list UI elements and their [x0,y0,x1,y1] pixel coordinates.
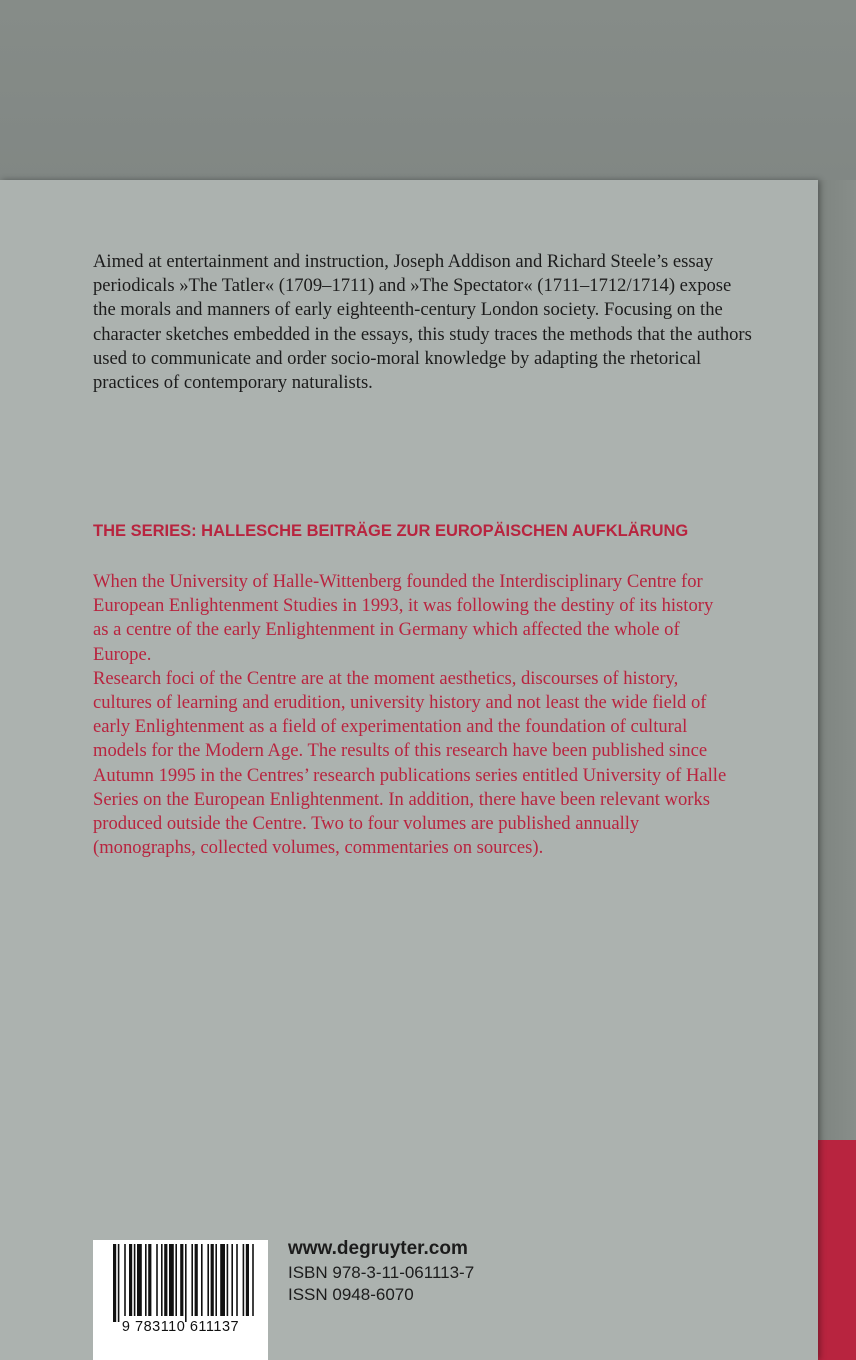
barcode-bar [145,1244,147,1316]
series-description [93,570,733,860]
barcode-bar [191,1244,193,1316]
barcode-bar [180,1244,183,1316]
barcode-bar [137,1244,142,1316]
series-paragraph-1: When the University of Halle-Wittenberg founded the Interdisciplinary Centre for European Enlightenment Studies in 1993, it was following the destiny of its history as a centre of the early Enlightenment in Germany which affected the whole of Europe. [93,571,714,665]
barcode-bar [236,1244,238,1316]
book-blurb: Aimed at entertainment and instruction, Joseph Addison and Richard Steele’s essay periodicals »The Tatler« (1709–1711) and »The Spectator« (1711–1712/1714) expose the morals and manners of early eighteenth-century London society. Focusing on the character sketches embedded in the essays, this study traces the methods that the authors used to communicate and order socio-moral knowledge by adapting the rhetorical practices of contemporary naturalists. [93,251,752,394]
barcode-bars [93,1240,268,1322]
series-heading: THE SERIES: HALLESCHE BEITRÄGE ZUR EUROPÄISCHEN AUFKLÄRUNG [93,522,689,540]
barcode-bar [124,1244,126,1316]
barcode-bar [246,1244,249,1316]
barcode-bar [211,1244,214,1316]
barcode-bar [227,1244,229,1316]
issn-number: ISSN 0948-6070 [288,1285,414,1304]
barcode-bar [129,1244,132,1316]
barcode-bar [231,1244,233,1316]
barcode-bar [185,1244,187,1322]
barcode-bar [220,1244,225,1316]
barcode-bar [134,1244,136,1316]
barcode-bar [201,1244,203,1316]
barcode-digits: 9 783110 611137 [121,1319,240,1335]
isbn-barcode [93,1240,268,1360]
publisher-url[interactable]: www.degruyter.com [288,1238,468,1259]
series-paragraph-2: Research foci of the Centre are at the moment aesthetics, discourses of history, cultures of learning and erudition, university history and not least the wide field of early Enlightenment as a field of experimentation and the foundation of cultural models for the Modern Age. The results of this research have been published since Autumn 1995 in the Centres’ research publications series entitled University of Halle Series on the European Enlightenment. In addition, there have been relevant works produced outside the Centre. Two to four volumes are published annually (monographs, collected volumes, commentaries on sources). [93,667,727,859]
accent-strip [818,1140,856,1360]
barcode-bar [207,1244,209,1316]
barcode-bar [156,1244,158,1316]
barcode-bar [195,1244,198,1316]
barcode-bar [148,1244,151,1316]
barcode-bar [169,1244,174,1316]
isbn-number: ISBN 978-3-11-061113-7 [288,1263,475,1282]
barcode-bar [113,1244,116,1322]
barcode-bar [118,1244,120,1322]
barcode-bar [215,1244,217,1316]
background-top [0,0,856,180]
barcode-bar [161,1244,163,1316]
barcode-bar [243,1244,245,1316]
barcode-bar [252,1244,254,1316]
barcode-bar [164,1244,167,1316]
barcode-bar [175,1244,177,1316]
